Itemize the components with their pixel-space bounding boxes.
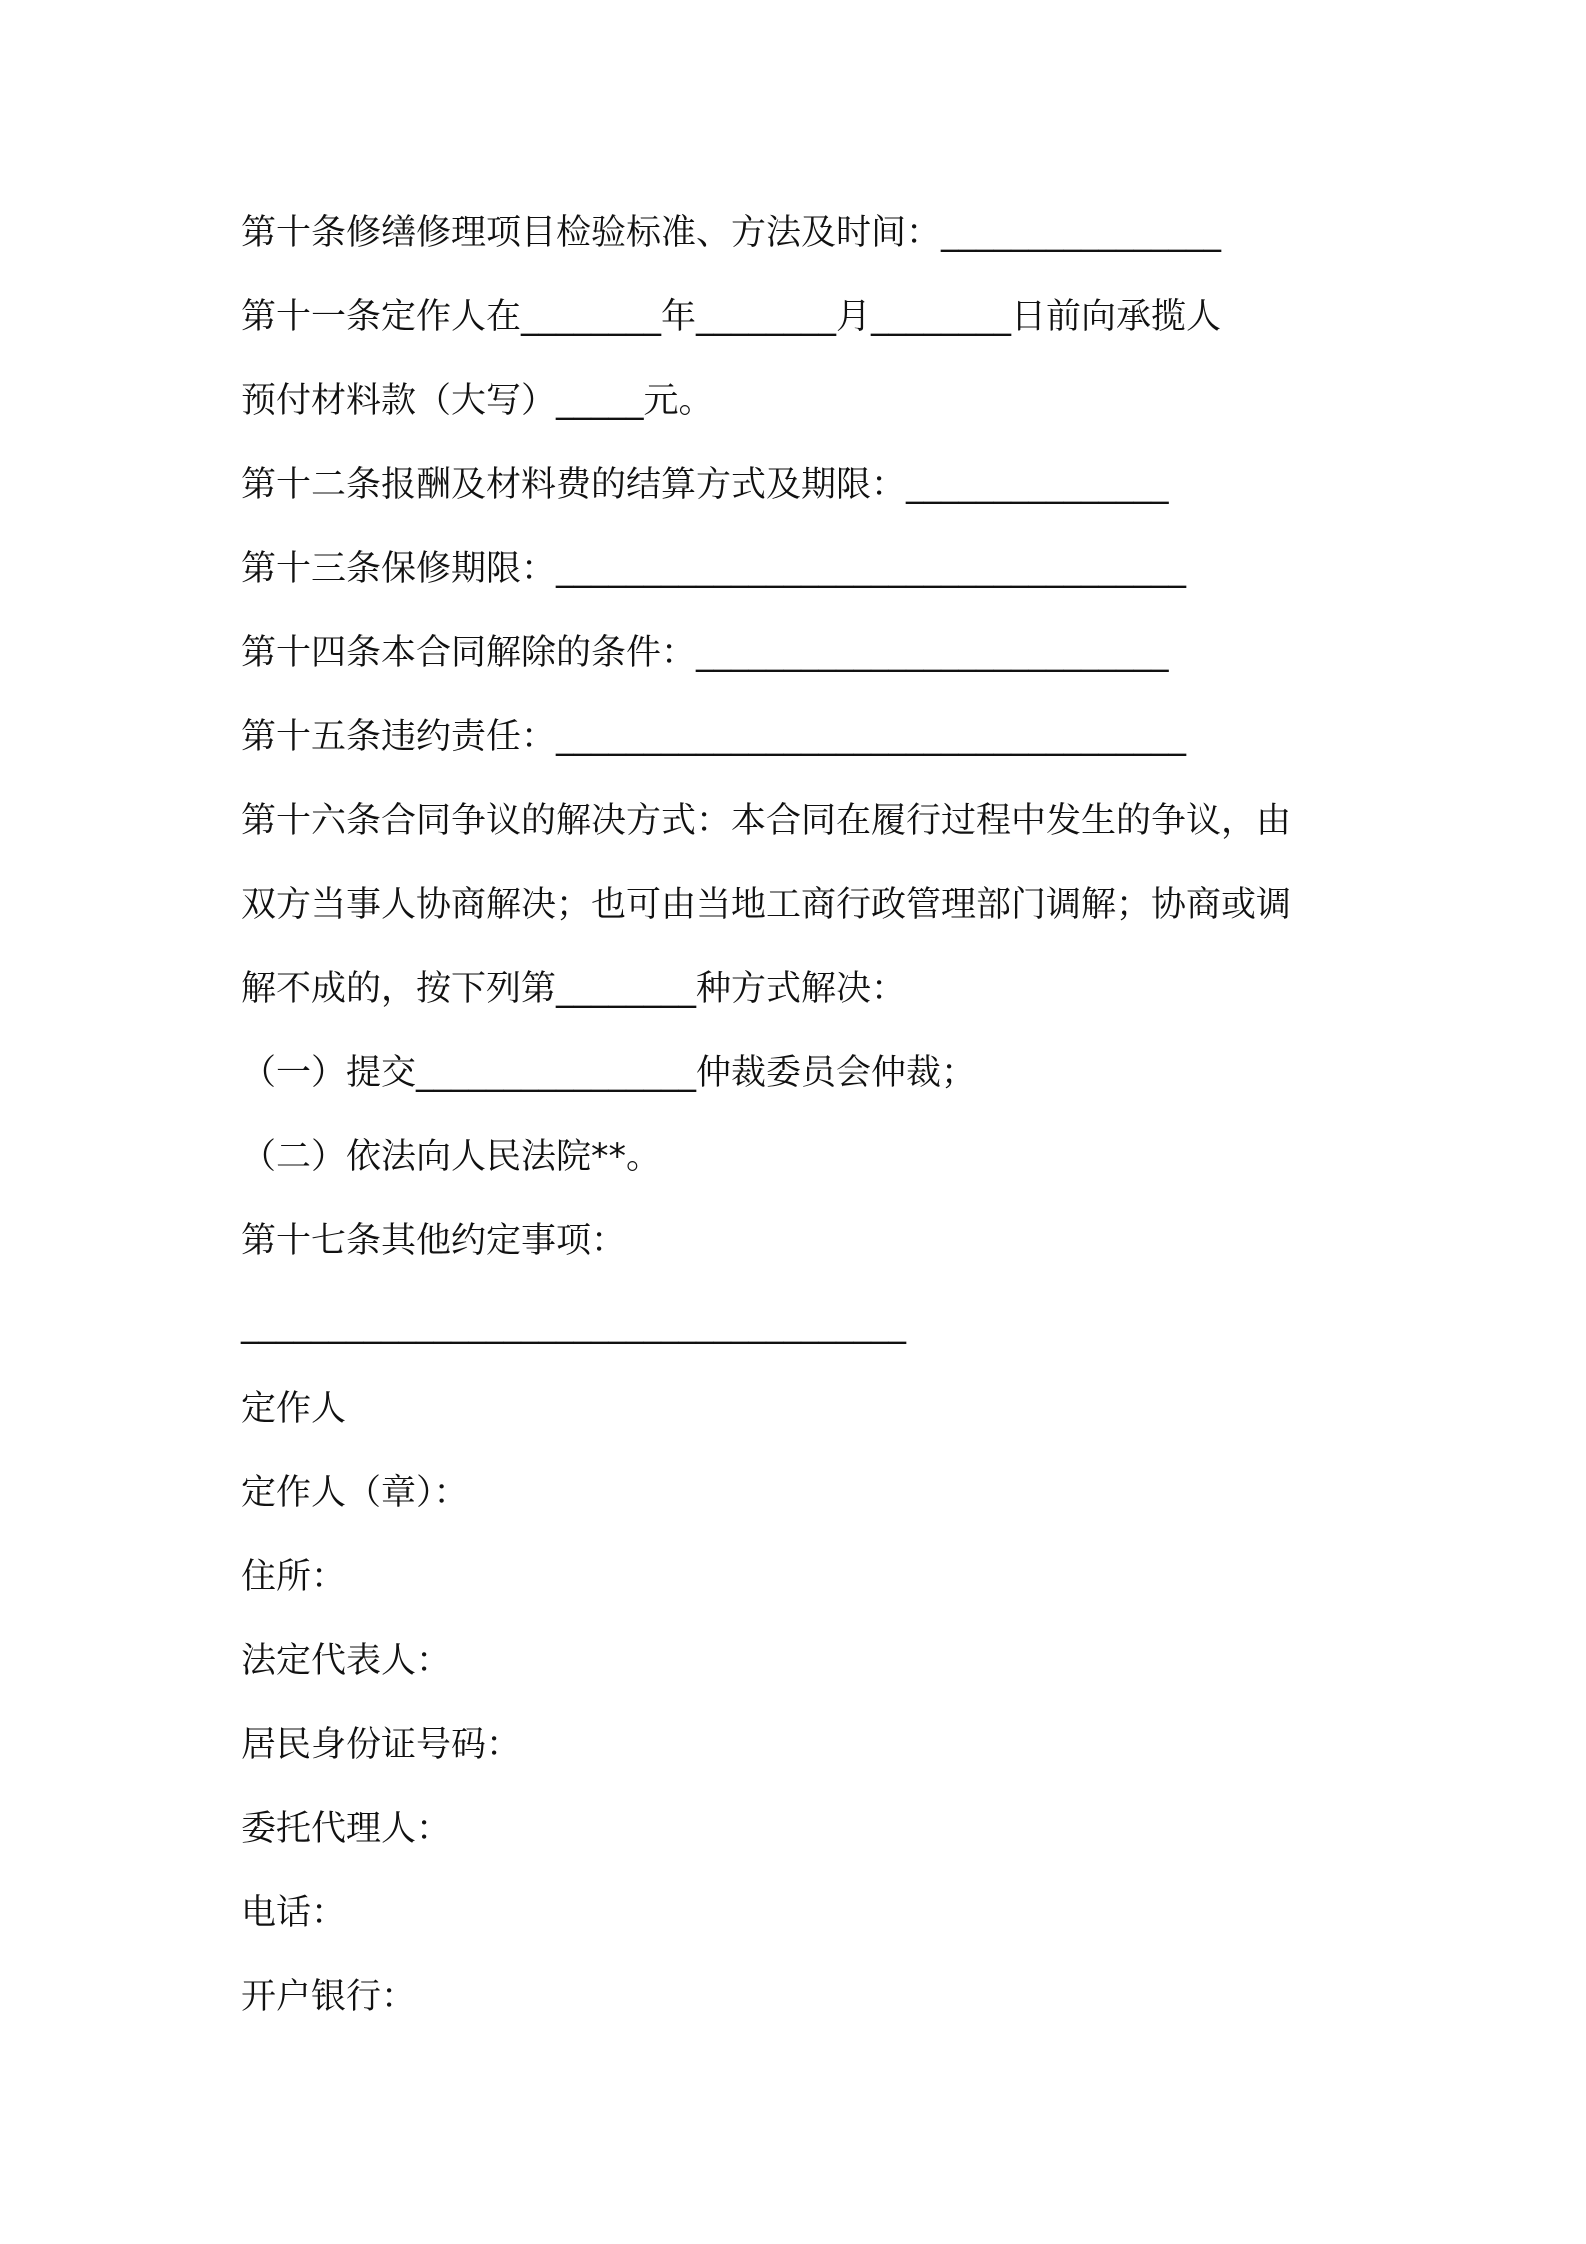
clause-16-option-2: （二）依法向人民法院**。 <box>241 1137 662 1177</box>
signature-legal-rep: 法定代表人： <box>241 1641 452 1681</box>
signature-id-number: 居民身份证号码： <box>241 1725 522 1765</box>
signature-party: 定作人 <box>241 1389 347 1429</box>
clause-14: 第十四条本合同解除的条件：___________________________ <box>241 633 1169 673</box>
clause-11-line-1: 第十一条定作人在________年________月________日前向承揽人 <box>241 297 1222 337</box>
clause-17-blank: ______________________________________ <box>241 1305 906 1345</box>
clause-16-line-1: 第十六条合同争议的解决方式：本合同在履行过程中发生的争议，由 <box>241 801 1292 841</box>
signature-phone: 电话： <box>241 1893 347 1933</box>
signature-agent: 委托代理人： <box>241 1809 452 1849</box>
clause-15: 第十五条违约责任：____________________________________ <box>241 717 1187 757</box>
clause-17: 第十七条其他约定事项： <box>241 1221 627 1261</box>
clause-13: 第十三条保修期限：____________________________________ <box>241 549 1187 589</box>
clause-12: 第十二条报酬及材料费的结算方式及期限：_______________ <box>241 465 1169 505</box>
clause-16-option-1: （一）提交________________仲裁委员会仲裁； <box>241 1053 977 1093</box>
contract-body <box>241 200 1361 2048</box>
clause-10: 第十条修缮修理项目检验标准、方法及时间：________________ <box>241 213 1222 253</box>
clause-16-line-2: 双方当事人协商解决；也可由当地工商行政管理部门调解；协商或调 <box>241 885 1292 925</box>
signature-seal: 定作人（章）： <box>241 1473 469 1513</box>
signature-bank: 开户银行： <box>241 1977 417 2017</box>
clause-16-line-3: 解不成的，按下列第________种方式解决： <box>241 969 907 1009</box>
signature-address: 住所： <box>241 1557 347 1597</box>
clause-11-line-2: 预付材料款（大写）_____元。 <box>241 381 714 421</box>
